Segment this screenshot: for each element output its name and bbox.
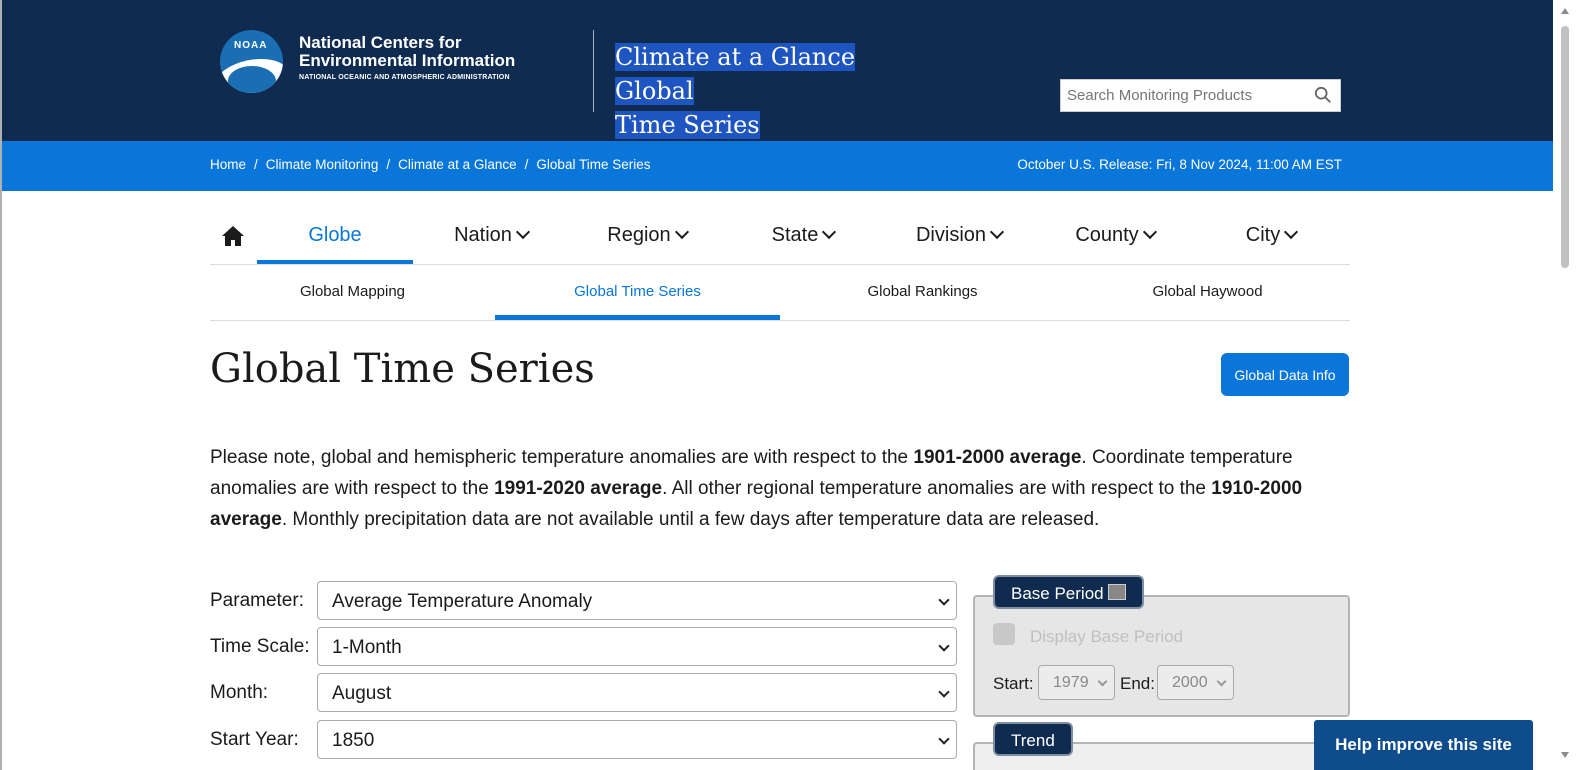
nav-globe-label: Globe bbox=[308, 224, 362, 246]
nav-region[interactable] bbox=[569, 208, 725, 262]
parameter-label: Parameter: bbox=[210, 590, 304, 611]
nav-county-label: County bbox=[1075, 224, 1139, 246]
end-year-select[interactable] bbox=[1157, 665, 1234, 700]
breadcrumb-climate-at-a-glance[interactable]: Climate at a Glance bbox=[398, 157, 517, 172]
base-period-panel bbox=[973, 595, 1350, 717]
end-label: End: bbox=[1120, 674, 1155, 693]
site-header bbox=[2, 0, 1553, 141]
main-nav bbox=[210, 208, 1350, 265]
chevron-down-icon bbox=[822, 225, 836, 239]
subnav-global-rankings[interactable]: Global Rankings bbox=[867, 283, 978, 300]
nav-nation-label: Nation bbox=[454, 224, 512, 246]
trend-tab-label: Trend bbox=[1011, 731, 1055, 750]
subnav-global-mapping[interactable]: Global Mapping bbox=[299, 283, 406, 300]
global-data-info-button[interactable]: Global Data Info bbox=[1221, 353, 1349, 396]
chevron-down-icon bbox=[675, 225, 689, 239]
noaa-logo[interactable] bbox=[220, 30, 283, 93]
site-title-line-2: Time Series bbox=[615, 111, 760, 139]
breadcrumb-bar bbox=[2, 141, 1553, 191]
month-label: Month: bbox=[210, 682, 269, 703]
chevron-down-icon bbox=[516, 225, 530, 239]
chevron-down-icon bbox=[1284, 225, 1298, 239]
startyear-value: 1850 bbox=[332, 730, 375, 751]
broken-image-icon bbox=[1108, 584, 1126, 600]
note-text-3: . All other regional temperature anomalies are with respect to the bbox=[662, 478, 1212, 499]
breadcrumb-separator: / bbox=[524, 157, 529, 172]
chevron-down-icon bbox=[990, 225, 1004, 239]
org-line-2: Environmental Information bbox=[299, 51, 516, 70]
timescale-row bbox=[210, 627, 958, 667]
breadcrumb bbox=[210, 157, 650, 172]
nav-city[interactable] bbox=[1193, 208, 1349, 262]
nav-state[interactable] bbox=[725, 208, 881, 262]
chevron-down-icon bbox=[1098, 677, 1108, 687]
breadcrumb-global-time-series[interactable]: Global Time Series bbox=[536, 157, 651, 172]
scrollbar[interactable] bbox=[1553, 0, 1590, 770]
parameter-value: Average Temperature Anomaly bbox=[332, 591, 593, 612]
help-improve-button[interactable]: Help improve this site bbox=[1314, 720, 1533, 770]
chevron-down-icon bbox=[938, 733, 949, 744]
chevron-down-icon bbox=[938, 640, 949, 651]
search-input[interactable] bbox=[1061, 80, 1313, 111]
start-label: Start: bbox=[993, 674, 1034, 693]
chevron-down-icon bbox=[1143, 225, 1157, 239]
search-box bbox=[1060, 79, 1341, 112]
note-text-4: . Monthly precipitation data are not available until a few days after temperature data are released. bbox=[281, 509, 1100, 530]
timescale-select[interactable] bbox=[317, 627, 957, 666]
display-base-period-checkbox[interactable] bbox=[993, 623, 1015, 645]
note-bold-2: 1991-2020 average bbox=[494, 478, 663, 499]
start-year-value: 1979 bbox=[1053, 674, 1089, 691]
timescale-value: 1-Month bbox=[332, 637, 402, 658]
subnav-global-haywood[interactable]: Global Haywood bbox=[1152, 283, 1263, 300]
breadcrumb-separator: / bbox=[386, 157, 391, 172]
note-text-2: . Coordinate temperature anomalies are with respect to the bbox=[210, 447, 1293, 499]
chevron-down-icon bbox=[938, 594, 949, 605]
parameter-select[interactable] bbox=[317, 581, 957, 620]
nav-nation[interactable] bbox=[413, 208, 569, 262]
scroll-down-arrow-icon[interactable] bbox=[1561, 752, 1569, 758]
startyear-row bbox=[210, 720, 958, 760]
sub-nav bbox=[210, 265, 1350, 321]
breadcrumb-home[interactable]: Home bbox=[210, 157, 247, 172]
logo-inner bbox=[228, 66, 276, 93]
home-icon[interactable] bbox=[220, 224, 246, 248]
base-period-tab-label: Base Period bbox=[1011, 584, 1104, 603]
nav-state-label: State bbox=[771, 224, 819, 246]
nav-region-label: Region bbox=[607, 224, 671, 246]
scroll-up-arrow-icon[interactable] bbox=[1561, 8, 1569, 14]
release-notice: October U.S. Release: Fri, 8 Nov 2024, 11:00 AM EST bbox=[1017, 157, 1342, 172]
page-title: Global Time Series bbox=[210, 346, 595, 392]
note-text-1: Please note, global and hemispheric temperature anomalies are with respect to the bbox=[210, 447, 914, 468]
search-icon[interactable] bbox=[1314, 86, 1332, 104]
end-year-value: 2000 bbox=[1172, 674, 1208, 691]
site-title-line-1: Climate at a Glance Global bbox=[615, 43, 856, 105]
parameter-row bbox=[210, 581, 958, 621]
subnav-global-time-series[interactable]: Global Time Series bbox=[495, 265, 780, 320]
logo-text: NOAA bbox=[234, 40, 268, 51]
startyear-label: Start Year: bbox=[210, 729, 299, 750]
base-period-tab[interactable] bbox=[993, 575, 1144, 609]
org-line-3: NATIONAL OCEANIC AND ATMOSPHERIC ADMINISTRATION bbox=[299, 74, 510, 81]
startyear-select[interactable] bbox=[317, 720, 957, 759]
nav-city-label: City bbox=[1245, 224, 1281, 246]
trend-tab[interactable] bbox=[993, 722, 1073, 756]
site-title[interactable] bbox=[615, 40, 915, 142]
scrollbar-thumb[interactable] bbox=[1561, 26, 1569, 268]
anomaly-note bbox=[210, 442, 1340, 535]
month-row bbox=[210, 673, 958, 713]
note-bold-3: 1910-2000 average bbox=[210, 478, 1303, 530]
start-year-select[interactable] bbox=[1038, 665, 1115, 700]
chevron-down-icon bbox=[1217, 677, 1227, 687]
nav-division-label: Division bbox=[915, 224, 987, 246]
breadcrumb-climate-monitoring[interactable]: Climate Monitoring bbox=[265, 157, 379, 172]
header-divider bbox=[593, 30, 594, 112]
nav-division[interactable] bbox=[881, 208, 1037, 262]
nav-county[interactable] bbox=[1037, 208, 1193, 262]
note-bold-1: 1901-2000 average bbox=[913, 447, 1082, 468]
display-base-period-label: Display Base Period bbox=[1030, 627, 1184, 646]
month-value: August bbox=[332, 683, 392, 704]
nav-globe[interactable] bbox=[257, 208, 413, 264]
breadcrumb-separator: / bbox=[254, 157, 258, 172]
timescale-label: Time Scale: bbox=[210, 636, 310, 657]
org-line-1: National Centers for bbox=[299, 33, 462, 52]
chevron-down-icon bbox=[938, 686, 949, 697]
month-select[interactable] bbox=[317, 673, 957, 712]
org-name[interactable] bbox=[299, 34, 515, 81]
